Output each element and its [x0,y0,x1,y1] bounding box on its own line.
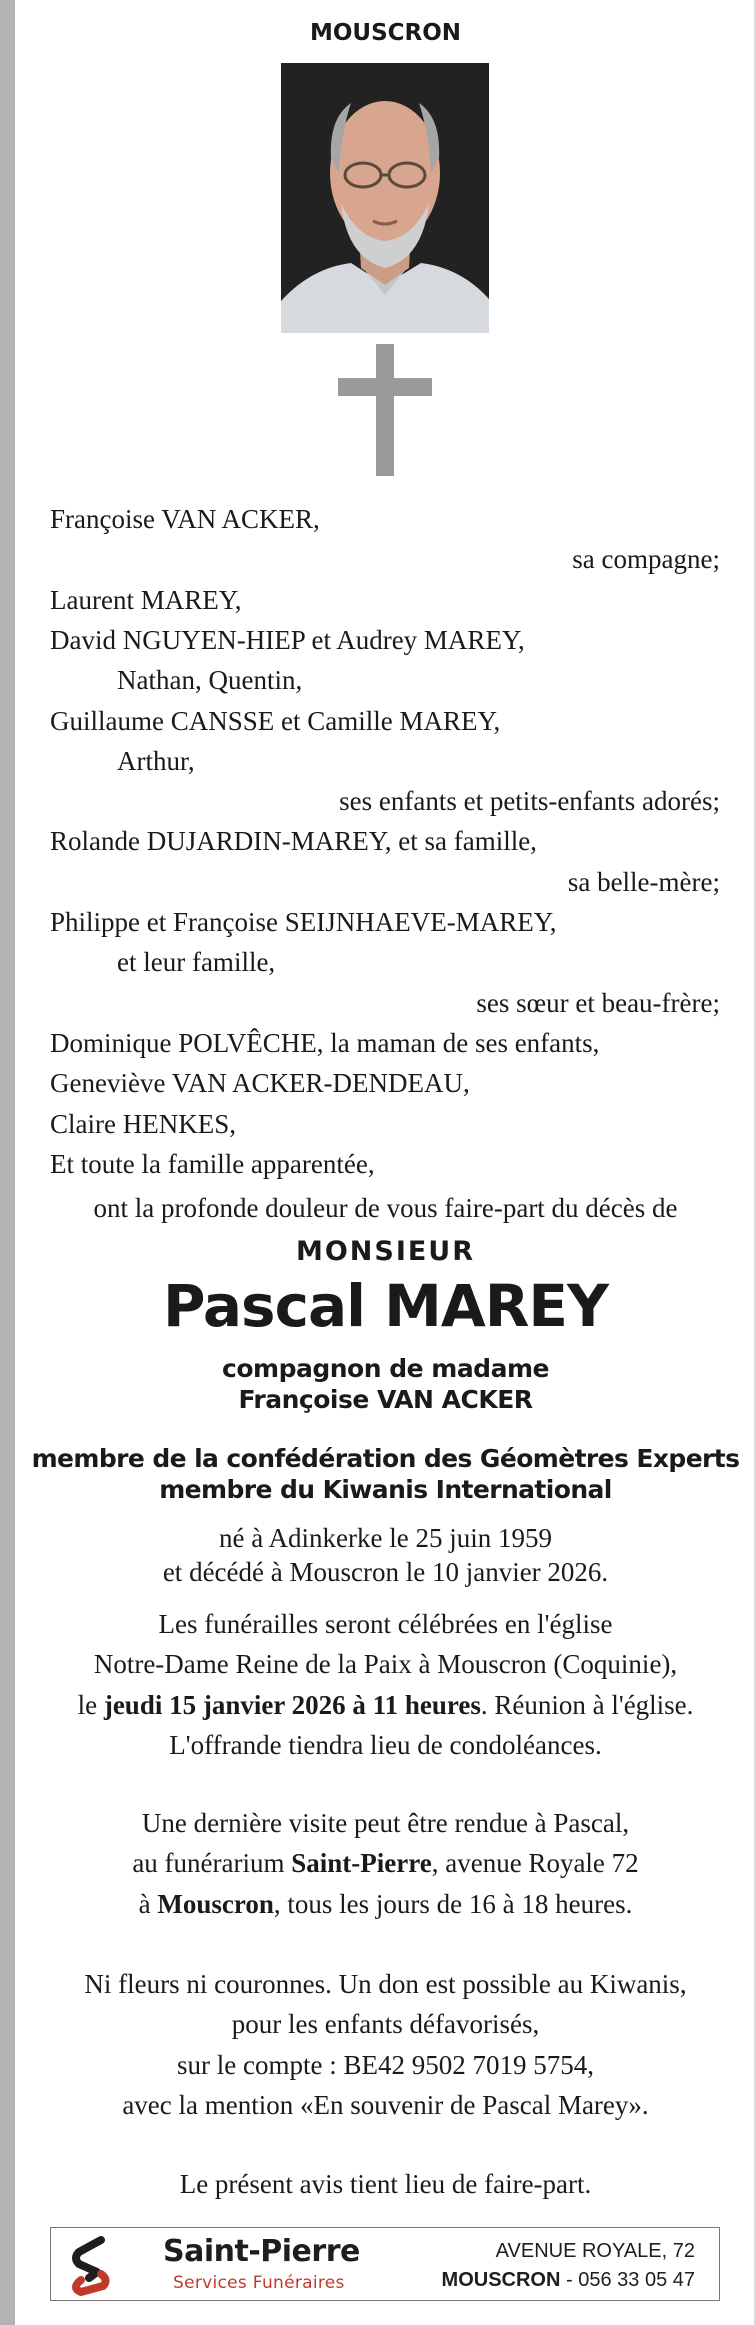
family-line: sa belle-mère; [567,866,720,897]
cross-icon [338,344,432,476]
family-line: Laurent MAREY, [50,584,242,615]
visit-city: Mouscron [157,1889,274,1919]
funeral-line-1: Les funérailles seront célébrées en l'église [158,1609,613,1639]
announcement-text: ont la profonde douleur de vous faire-part du décès de [93,1193,678,1223]
family-line: Guillaume CANSSE et Camille MAREY, [50,705,501,736]
family-line: Philippe et Françoise SEIJNHAEVE-MAREY, [50,907,557,937]
family-line: Claire HENKES, [50,1108,236,1139]
funeral-home-contact: MOUSCRON - 056 33 05 47 [441,2269,695,2291]
family-line: sa compagne; [572,544,720,575]
family-line: Geneviève VAN ACKER-DENDEAU, [50,1068,470,1099]
family-line: Dominique POLVÊCHE, la maman de ses enfants, [50,1027,600,1058]
visit-line-1: Une dernière visite peut être rendue à Pascal, [141,1808,630,1838]
phone-number: 056 33 05 47 [578,2269,695,2291]
family-line: Arthur, [117,745,195,776]
family-line: Nathan, Quentin, [117,665,303,696]
brand-subtitle: Services Funéraires [173,2273,345,2293]
funeral-date: jeudi 15 janvier 2026 à 11 heures [103,1690,481,1720]
death-text: et décédé à Mouscron le 10 janvier 2026. [162,1557,609,1587]
funerarium-name: Saint-Pierre [291,1848,432,1878]
membership-line-1: membre de la confédération des Géomètres Experts [31,1444,740,1473]
brand-name: Saint-Pierre [163,2234,360,2269]
birth-text: né à Adinkerke le 25 juin 1959 [219,1523,552,1553]
donation-line-4: avec la mention «En souvenir de Pascal Marey». [122,2090,649,2120]
deceased-name: Pascal MAREY [162,1272,609,1340]
family-line: Rolande DUJARDIN-MAREY, et sa famille, [50,826,537,857]
family-line: Et toute la famille apparentée, [50,1148,375,1179]
portrait-photo [281,63,489,333]
closing-text: Le présent avis tient lieu de faire-part. [179,2169,592,2199]
family-line: ses enfants et petits-enfants adorés; [339,786,720,817]
left-margin-bar [0,0,15,2325]
visit-line-2: au funérarium Saint-Pierre, avenue Royale 72 [132,1848,639,1878]
funeral-home-address: AVENUE ROYALE, 72 [495,2240,695,2262]
donation-line-2: pour les enfants défavorisés, [231,2009,540,2039]
funeral-line-2: Notre-Dame Reine de la Paix à Mouscron (Coquinie), [93,1649,678,1679]
funeral-line-4: L'offrande tiendra lieu de condoléances. [169,1730,602,1760]
saint-pierre-logo-icon [67,2236,113,2296]
family-line: Françoise VAN ACKER, [50,504,320,534]
donation-line-3: sur le compte : BE42 9502 7019 5754, [177,2050,594,2080]
visit-line-3: à Mouscron, tous les jours de 16 à 18 heures. [138,1889,633,1919]
relation-line-1: compagnon de madame [222,1354,549,1383]
town-heading: MOUSCRON [309,20,462,46]
funeral-home-banner [50,2227,720,2301]
family-line: et leur famille, [117,947,276,978]
relation-line-2: Françoise VAN ACKER [238,1385,533,1414]
funeral-line-3: le jeudi 15 janvier 2026 à 11 heures. Réunion à l'église. [77,1690,694,1720]
family-line: ses sœur et beau-frère; [476,987,720,1018]
membership-line-2: membre du Kiwanis International [159,1475,612,1504]
family-line: David NGUYEN-HIEP et Audrey MAREY, [50,624,525,655]
deceased-title: MONSIEUR [295,1236,476,1267]
donation-line-1: Ni fleurs ni couronnes. Un don est possible au Kiwanis, [84,1969,687,1999]
